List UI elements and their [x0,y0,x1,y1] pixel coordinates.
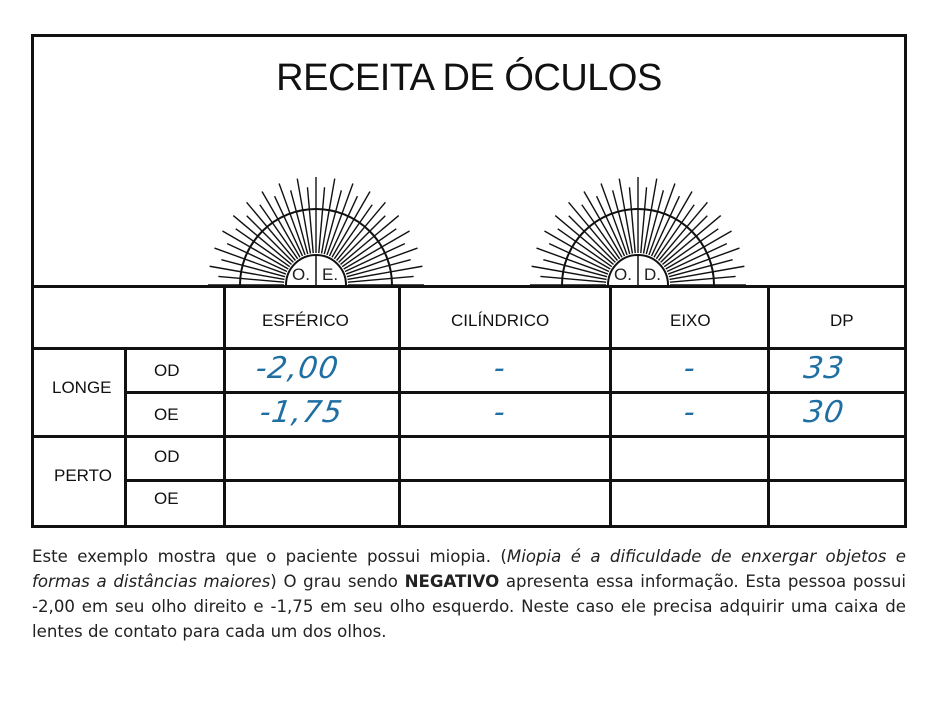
right-dial-label-d: D. [644,265,661,284]
longe-od-esferico-value: -2,00 [253,351,342,386]
eye-label-perto-od: OD [154,447,180,466]
column-header-dp: DP [830,311,854,330]
caption-text-3: apresenta essa informação. Esta pessoa possui -2,00 em seu olho direito e -1,75 em seu olho esquerdo. Neste caso ele precisa adquirir uma caixa de lentes de contato para cada um dos olhos. [32,572,906,641]
left-eye-protractor-icon [206,145,426,293]
grid-line [767,288,770,525]
left-dial-label-o: O. [292,265,310,284]
eye-label-longe-od: OD [154,361,180,380]
grid-line [34,347,904,350]
longe-oe-cilindrico-value: - [491,395,509,430]
grid-line [124,391,904,394]
longe-oe-esferico-value: -1,75 [257,395,346,430]
group-label-perto: PERTO [54,466,112,485]
column-header-cilindrico: CILÍNDRICO [451,311,550,330]
right-dial-label-o: O. [614,265,632,284]
caption-text-2: ) O grau sendo [270,572,405,591]
left-eye-axis-dial [206,145,426,293]
longe-oe-eixo-value: - [681,395,699,430]
eye-label-perto-oe: OE [154,489,179,508]
grid-line [398,288,401,525]
right-eye-axis-dial [528,145,748,293]
left-dial-label-e: E. [322,265,339,284]
prescription-card [31,34,907,528]
caption-text-1: Este exemplo mostra que o paciente possui miopia. ( [32,547,507,566]
column-header-esferico: ESFÉRICO [262,311,349,330]
grid-line [223,288,226,525]
right-eye-protractor-icon [528,145,748,293]
longe-oe-dp-value: 30 [801,395,847,430]
longe-od-eixo-value: - [681,351,699,386]
longe-od-dp-value: 33 [801,351,847,386]
grid-line [609,288,612,525]
header-divider [34,285,904,288]
caption-italic-definition: Miopia é a dificuldade de enxergar objetos e formas a distâncias maiores [32,547,906,591]
eye-label-longe-oe: OE [154,405,179,424]
explanation-paragraph [32,544,906,644]
column-header-eixo: EIXO [670,311,711,330]
caption-bold-negativo: NEGATIVO [404,572,500,591]
grid-line [124,479,904,482]
longe-od-cilindrico-value: - [491,351,509,386]
group-label-longe: LONGE [52,378,112,397]
prescription-title: RECEITA DE ÓCULOS [276,57,662,99]
grid-line [34,435,904,438]
